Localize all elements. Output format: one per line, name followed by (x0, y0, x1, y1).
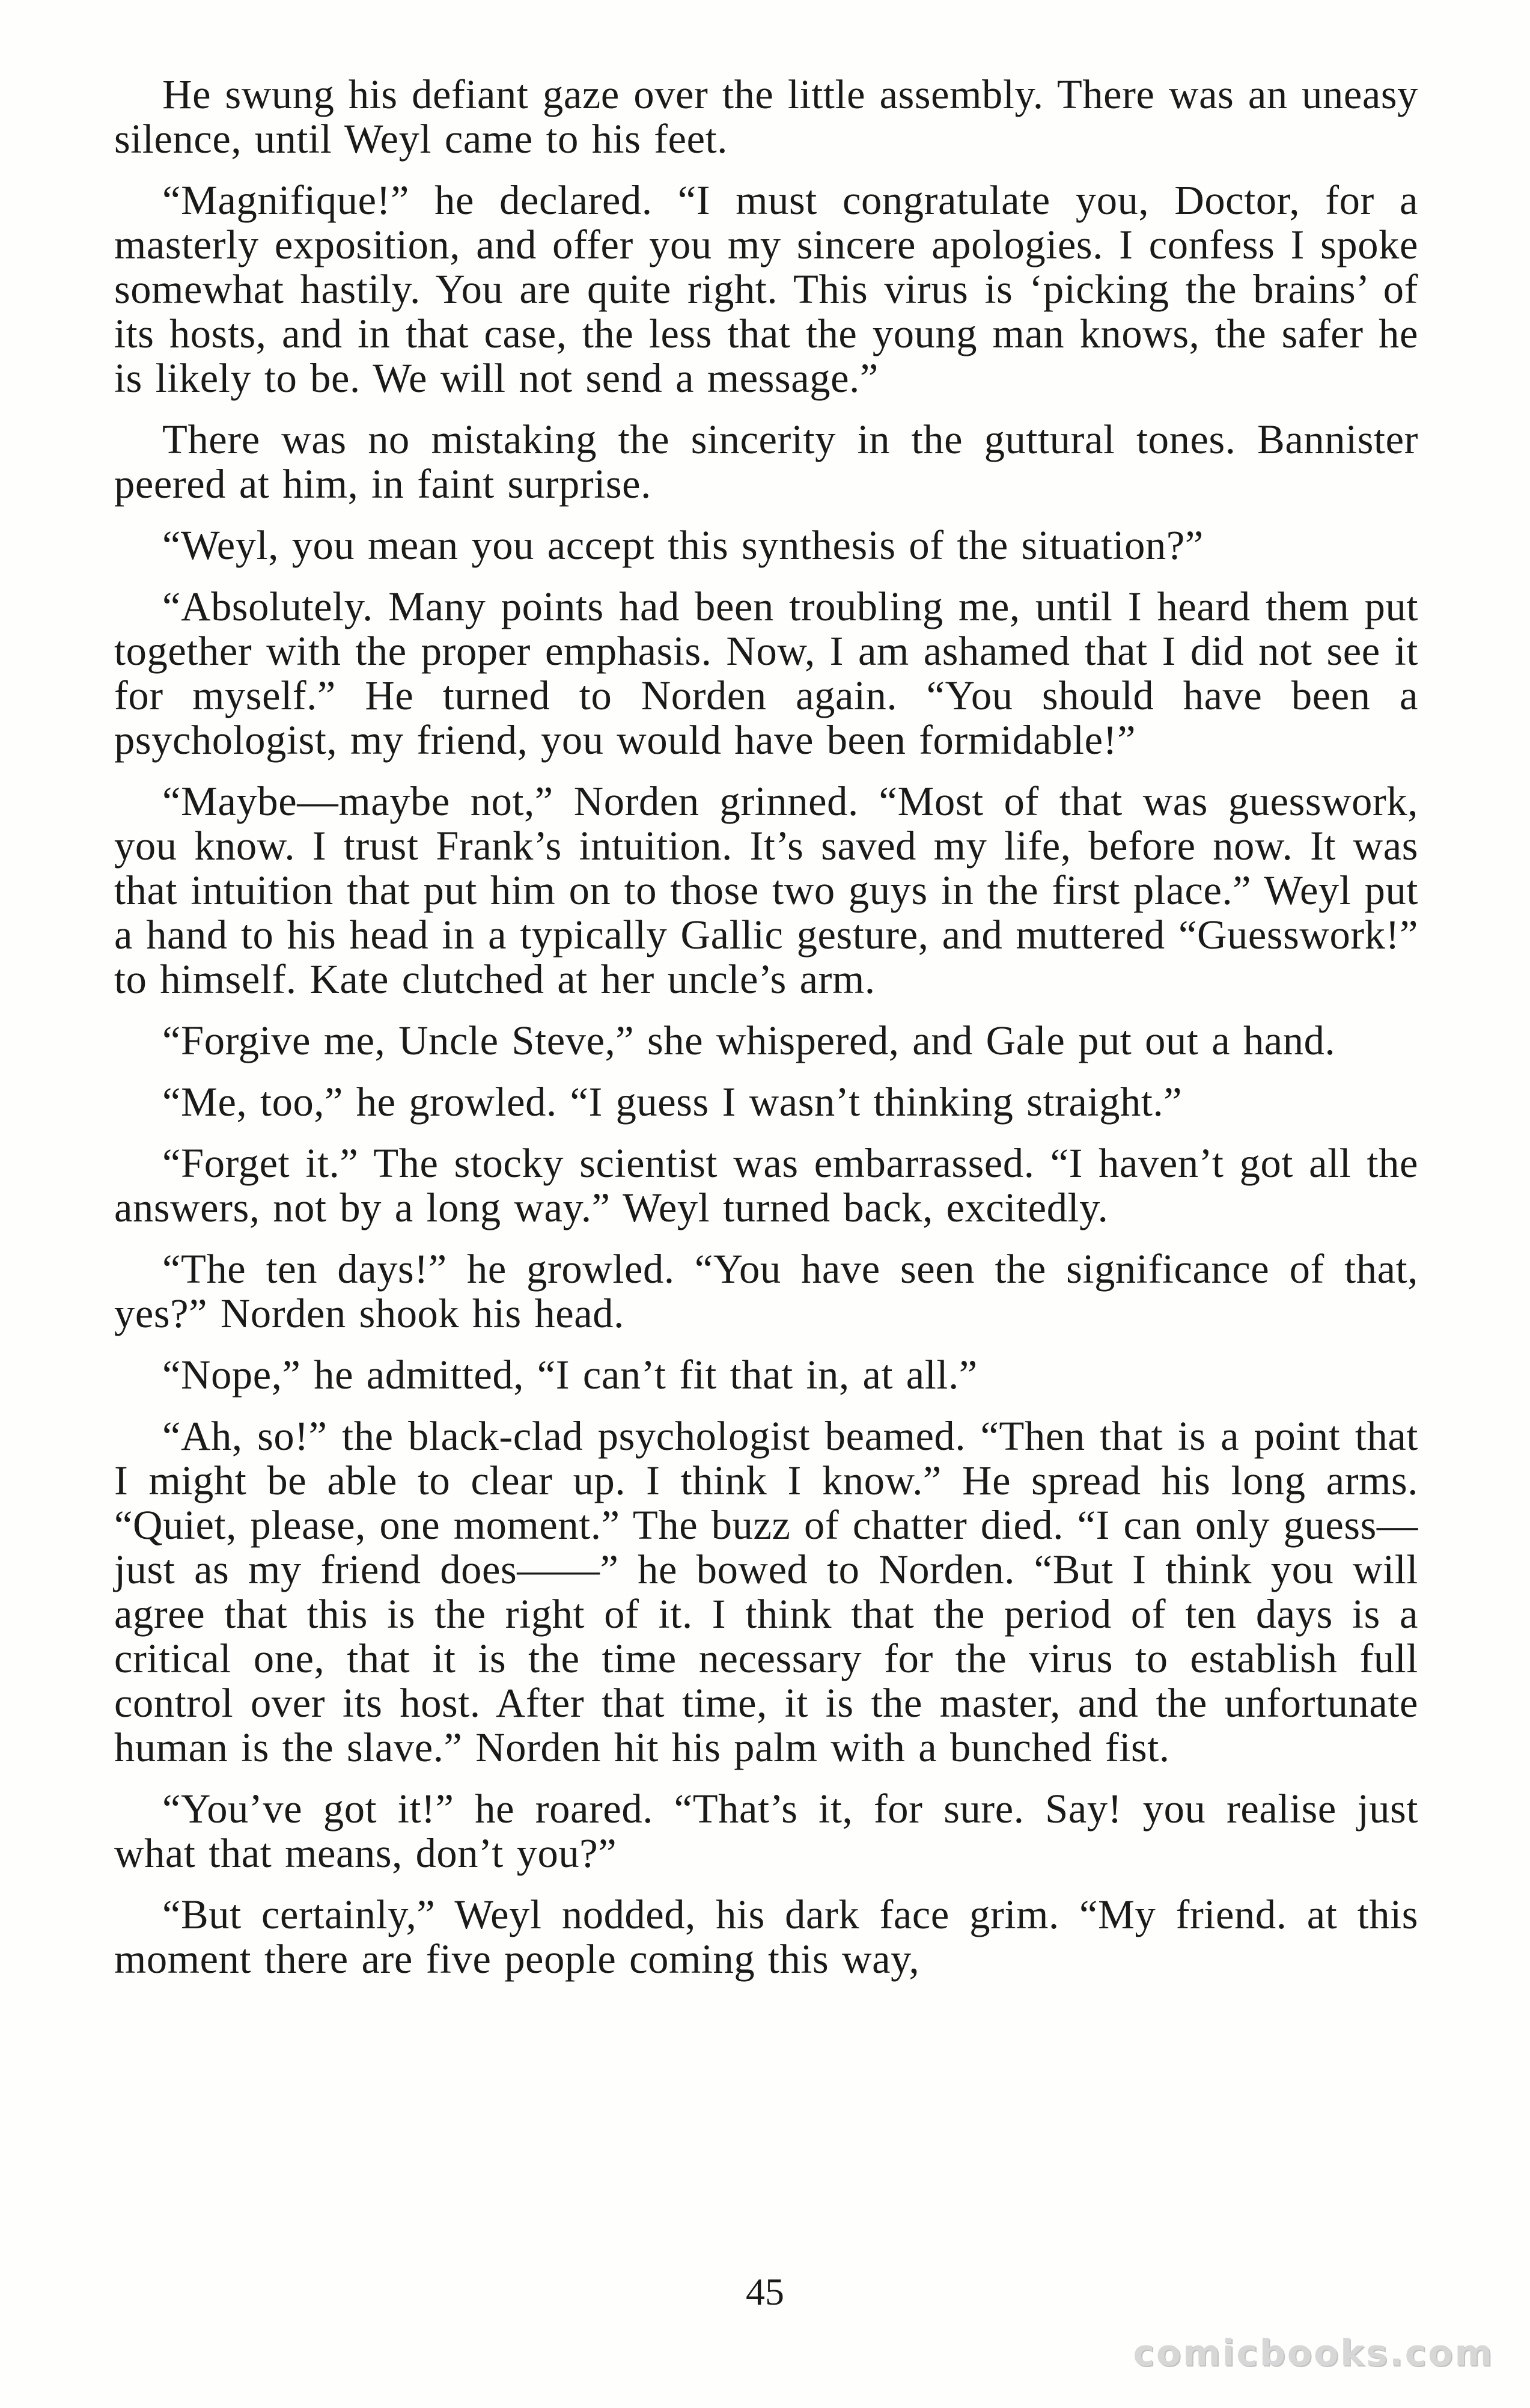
page-number: 45 (746, 2270, 784, 2313)
paragraph: “Magnifique!” he declared. “I must congratulate you, Doctor, for a masterly exposition, and offer you my sincere apologies. I confess I spoke somewhat hastily. You are quite right. This virus is ‘picking the brains’ of its hosts, and in that case, the less that the young man knows, the safer he is likely to be. We will not send a message.” (114, 177, 1418, 401)
paragraph: “Maybe—maybe not,” Norden grinned. “Most of that was guesswork, you know. I trust Frank’s intuition. It’s saved my life, before now. It was that intuition that put him on to those two guys in the first place.” Weyl put a hand to his head in a typically Gallic gesture, and muttered “Guesswork!” to himself. Kate clutched at her uncle’s arm. (114, 778, 1418, 1002)
paragraph: “Me, too,” he growled. “I guess I wasn’t thinking straight.” (162, 1079, 1183, 1125)
paragraph: “But certainly,” Weyl nodded, his dark face grim. “My friend. at this moment there are five people coming this way, (114, 1892, 1418, 1982)
paragraph: “Ah, so!” the black-clad psychologist beamed. “Then that is a point that I might be able to clear up. I think I know.” He spread his long arms. “Quiet, please, one moment.” The buzz of chatter died. “I can only guess—just as my friend does——” he bowed to Norden. “But I think you will agree that this is the right of it. I think that the period of ten days is a critical one, that it is the time necessary for the virus to establish full control over its host. After that time, it is the master, and the unfortunate human is the slave.” Norden hit his palm with a bunched fist. (114, 1413, 1418, 1770)
watermark: comicbooks.com (1133, 2332, 1494, 2374)
paragraph: “You’ve got it!” he roared. “That’s it, for sure. Say! you realise just what that means, don’t you?” (114, 1786, 1418, 1876)
paragraph: “Forgive me, Uncle Steve,” she whispered, and Gale put out a hand. (162, 1018, 1336, 1063)
body-text (114, 72, 1418, 1998)
paragraph: “Nope,” he admitted, “I can’t fit that in, at all.” (162, 1352, 978, 1398)
paragraph: He swung his defiant gaze over the little assembly. There was an uneasy silence, until Weyl came to his feet. (114, 72, 1418, 162)
paragraph: “The ten days!” he growled. “You have seen the significance of that, yes?” Norden shook his head. (114, 1246, 1418, 1336)
paragraph: “Absolutely. Many points had been troubling me, until I heard them put together with the proper emphasis. Now, I am ashamed that I did not see it for myself.” He turned to Norden again. “You should have been a psychologist, my friend, you would have been formidable!” (114, 584, 1418, 763)
paragraph: There was no mistaking the sincerity in the guttural tones. Bannister peered at him, in faint surprise. (114, 417, 1418, 507)
paragraph: “Forget it.” The stocky scientist was embarrassed. “I haven’t got all the answers, not by a long way.” Weyl turned back, excitedly. (114, 1140, 1418, 1230)
paragraph: “Weyl, you mean you accept this synthesis of the situation?” (162, 522, 1204, 568)
